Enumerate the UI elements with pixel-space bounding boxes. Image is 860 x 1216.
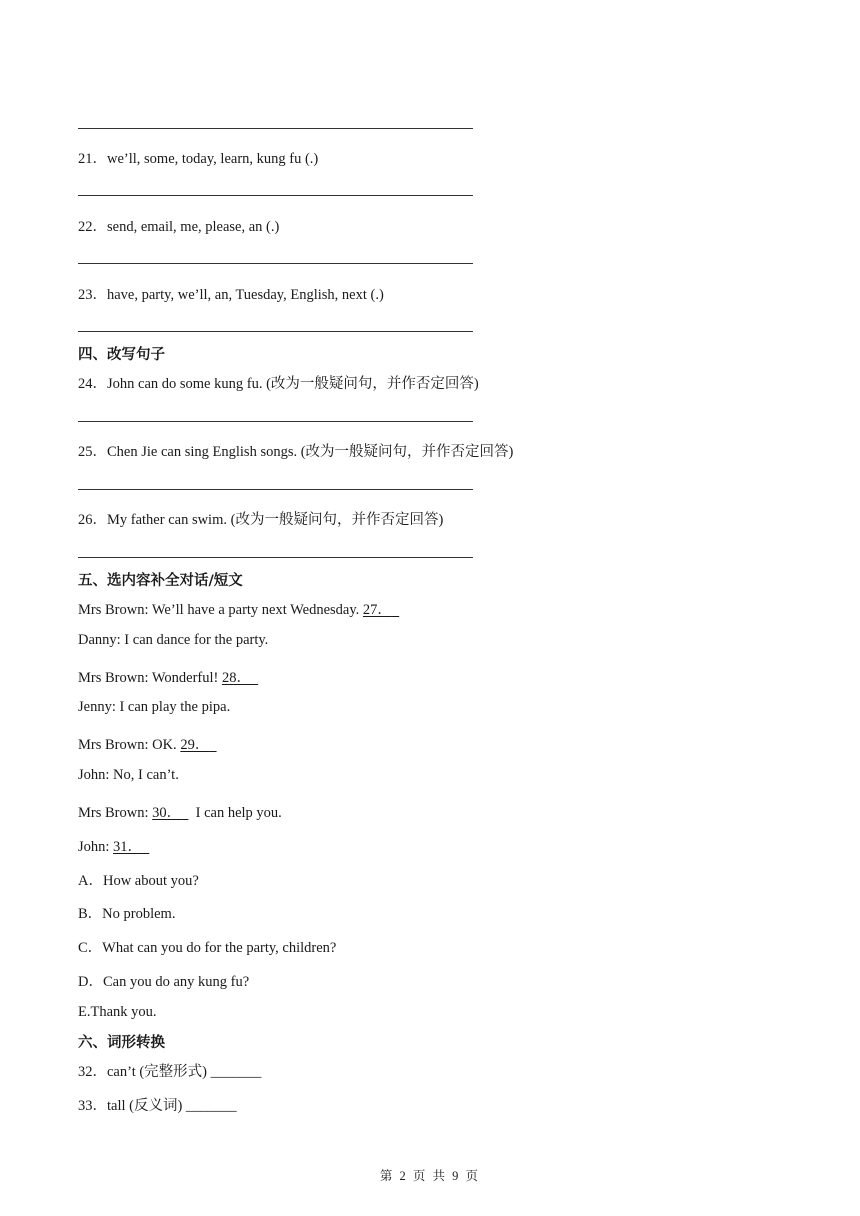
- blank-30[interactable]: 30．: [152, 805, 182, 821]
- dialogue-text: Mrs Brown: OK.: [78, 737, 181, 753]
- option-e: E.Thank you.: [78, 1004, 157, 1020]
- option-a: A．How about you?: [78, 873, 199, 889]
- answer-line[interactable]: [78, 263, 473, 264]
- page-footer: 第 2 页 共 9 页: [379, 1169, 481, 1183]
- dialogue-line-8: [78, 835, 149, 856]
- answer-line[interactable]: [78, 195, 473, 196]
- answer-line[interactable]: [78, 331, 473, 332]
- answer-line[interactable]: [78, 489, 473, 490]
- dialogue-text: John:: [78, 839, 114, 855]
- dialogue-text: Mrs Brown: Wonderful!: [78, 670, 222, 686]
- blank-27[interactable]: 27．: [362, 602, 392, 618]
- question-26: 26．My father can swim. (改为一般疑问句，并作否定回答): [78, 512, 444, 528]
- dialogue-line-7: [78, 801, 282, 822]
- question-32: 32．can’t (完整形式) _______: [78, 1064, 262, 1080]
- blank-28[interactable]: 28．: [221, 670, 251, 686]
- section-heading-6: 六、词形转换: [78, 1035, 165, 1051]
- answer-line[interactable]: [78, 421, 473, 422]
- question-25: 25．Chen Jie can sing English songs. (改为一般疑问句，并作否定回答): [78, 444, 514, 460]
- answer-line[interactable]: [78, 557, 473, 558]
- dialogue-line-5: [78, 733, 217, 754]
- dialogue-text: Mrs Brown:: [78, 805, 153, 821]
- dialogue-line-6: John: No, I can’t.: [78, 767, 179, 783]
- blank-31[interactable]: 31．: [113, 839, 143, 855]
- dialogue-line-4: Jenny: I can play the pipa.: [78, 699, 231, 715]
- answer-line[interactable]: [78, 128, 473, 129]
- question-21: 21．we’ll, some, today, learn, kung fu (.): [78, 151, 319, 167]
- dialogue-line-1: [78, 598, 399, 619]
- question-33: 33．tall (反义词) _______: [78, 1098, 237, 1114]
- question-22: 22．send, email, me, please, an (.): [78, 219, 280, 235]
- section-heading-4: 四、改写句子: [78, 347, 165, 363]
- option-b: B．No problem.: [78, 906, 176, 922]
- question-23: 23．have, party, we’ll, an, Tuesday, English, next (.): [78, 287, 384, 303]
- section-heading-5: 五、选内容补全对话/短文: [78, 573, 243, 589]
- question-24: 24．John can do some kung fu. (改为一般疑问句，并作否定回答): [78, 376, 479, 392]
- dialogue-line-2: Danny: I can dance for the party.: [78, 632, 269, 648]
- option-c: C．What can you do for the party, children?: [78, 940, 337, 956]
- dialogue-line-3: [78, 666, 258, 687]
- dialogue-text: Mrs Brown: We’ll have a party next Wednesday.: [78, 602, 363, 618]
- blank-29[interactable]: 29．: [180, 737, 210, 753]
- option-d: D．Can you do any kung fu?: [78, 974, 250, 990]
- dialogue-text-after: I can help you.: [188, 805, 282, 821]
